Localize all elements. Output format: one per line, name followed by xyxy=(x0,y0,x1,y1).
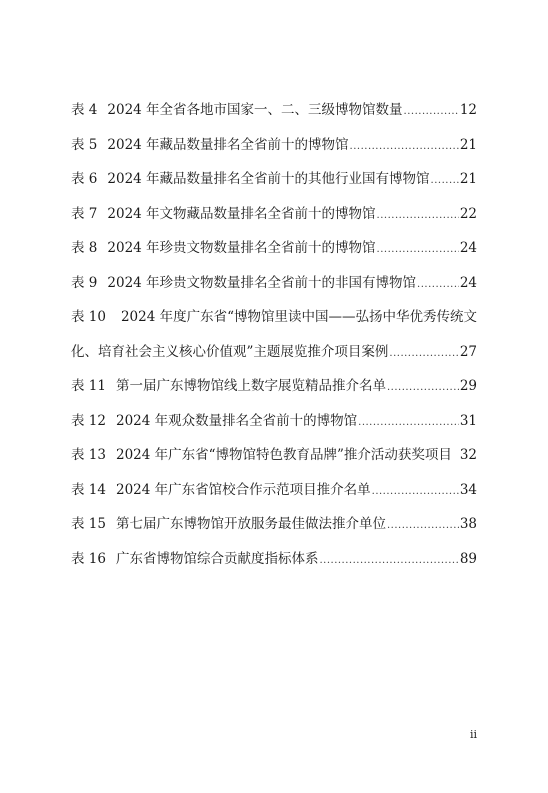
toc-entry-title: 2024 年广东省馆校合作示范项目推介名单 xyxy=(115,481,371,498)
toc-entry-table-4[interactable] xyxy=(71,99,477,134)
dot-leader xyxy=(389,343,458,365)
dot-leader xyxy=(319,550,458,572)
toc-entry-table-16[interactable] xyxy=(71,548,477,583)
dot-leader xyxy=(404,101,459,123)
dot-leader xyxy=(417,274,459,296)
toc-entry-label: 表 9 xyxy=(71,274,98,291)
toc-entry-table-15[interactable] xyxy=(71,513,477,548)
dot-leader xyxy=(350,136,459,158)
toc-entry-table-10[interactable] xyxy=(71,306,477,375)
toc-entry-label: 表 10 xyxy=(71,309,106,325)
toc-entry-table-7[interactable] xyxy=(71,203,477,238)
toc-entry-label: 表 16 xyxy=(71,550,106,567)
toc-entry-title: 第一届广东博物馆线上数字展览精品推介名单 xyxy=(115,378,386,394)
toc-entry-label: 表 5 xyxy=(71,136,98,153)
dot-leader xyxy=(372,481,459,503)
toc-entry-title: 2024 年文物藏品数量排名全省前十的博物馆 xyxy=(107,205,376,222)
toc-entry-label: 表 6 xyxy=(71,171,98,187)
toc-entry-page: 34 xyxy=(459,481,477,498)
dot-leader xyxy=(431,170,459,192)
toc-entry-label: 表 11 xyxy=(71,378,106,394)
toc-entry-line-2 xyxy=(71,341,477,376)
toc-entry-page: 38 xyxy=(459,516,477,532)
dot-leader xyxy=(377,205,459,227)
toc-entry-table-5[interactable] xyxy=(71,134,477,169)
toc-entry-table-14[interactable] xyxy=(71,479,477,514)
toc-entry-page: 31 xyxy=(459,412,477,429)
toc-entry-page: 27 xyxy=(459,343,477,360)
toc-entry-label: 表 7 xyxy=(71,205,98,222)
toc-entry-page: 12 xyxy=(459,102,477,118)
toc-entry-page: 21 xyxy=(459,171,477,187)
dot-leader xyxy=(387,377,459,399)
toc-entry-label: 表 4 xyxy=(71,102,98,118)
toc-entry-title: 2024 年藏品数量排名全省前十的博物馆 xyxy=(107,136,349,153)
toc-entry-title: 第七届广东博物馆开放服务最佳做法推介单位 xyxy=(115,516,386,532)
table-of-contents xyxy=(71,99,477,582)
toc-entry-title: 2024 年藏品数量排名全省前十的其他行业国有博物馆 xyxy=(107,171,430,187)
toc-entry-page: 32 xyxy=(459,447,477,463)
toc-entry-label: 表 13 xyxy=(71,447,106,463)
toc-entry-page: 29 xyxy=(459,378,477,394)
toc-entry-table-6[interactable] xyxy=(71,168,477,203)
toc-entry-page: 21 xyxy=(459,136,477,153)
toc-entry-page: 22 xyxy=(459,205,477,222)
toc-entry-label: 表 8 xyxy=(71,240,98,256)
dot-leader xyxy=(377,239,459,261)
toc-entry-table-12[interactable] xyxy=(71,410,477,445)
toc-entry-page: 24 xyxy=(459,274,477,291)
toc-entry-title: 广东省博物馆综合贡献度指标体系 xyxy=(115,550,319,567)
toc-entry-label: 表 14 xyxy=(71,481,106,498)
toc-entry-table-8[interactable] xyxy=(71,237,477,272)
toc-entry-table-13[interactable] xyxy=(71,444,477,479)
toc-entry-title: 2024 年珍贵文物数量排名全省前十的非国有博物馆 xyxy=(107,274,417,291)
toc-entry-title: 2024 年广东省“博物馆特色教育品牌”推介活动获奖项目 xyxy=(115,447,452,463)
toc-entry-title-line-1: 2024 年度广东省“博物馆里读中国——弘扬中华优秀传统文 xyxy=(120,309,477,325)
toc-entry-label: 表 12 xyxy=(71,412,106,429)
toc-entry-title: 2024 年珍贵文物数量排名全省前十的博物馆 xyxy=(107,240,376,256)
page-number: ii xyxy=(469,728,477,741)
toc-entry-line-1 xyxy=(71,306,477,341)
toc-entry-table-11[interactable] xyxy=(71,375,477,410)
toc-entry-label: 表 15 xyxy=(71,516,106,532)
toc-entry-table-9[interactable] xyxy=(71,272,477,307)
toc-entry-title: 2024 年观众数量排名全省前十的博物馆 xyxy=(115,412,358,429)
toc-entry-page: 89 xyxy=(459,550,477,567)
toc-entry-text xyxy=(71,444,452,466)
toc-entry-title-line-2: 化、培育社会主义核心价值观”主题展览推介项目案例 xyxy=(71,343,389,360)
toc-entry-page: 24 xyxy=(459,240,477,256)
dot-leader xyxy=(358,412,459,434)
dot-leader xyxy=(387,515,459,537)
toc-entry-title: 2024 年全省各地市国家一、二、三级博物馆数量 xyxy=(107,102,403,118)
